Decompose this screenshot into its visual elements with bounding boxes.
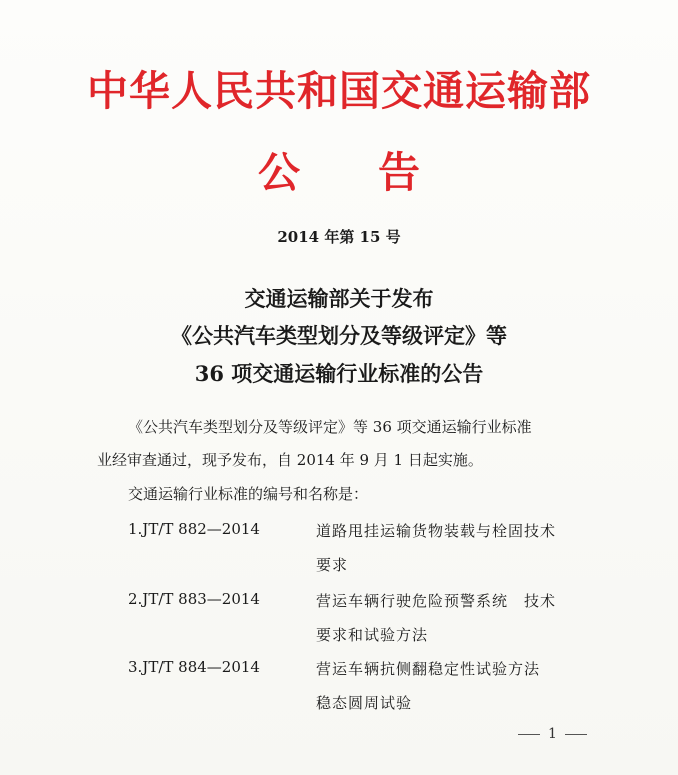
title-line-1: 交通运输部关于发布 bbox=[244, 286, 434, 311]
footer-dash-right bbox=[565, 734, 587, 735]
ministry-header: 中华人民共和国交通运输部 bbox=[87, 67, 591, 115]
document-number: 2014 年第 15 号 bbox=[277, 228, 401, 246]
footer-dash-left bbox=[518, 734, 540, 735]
page-number: 1 bbox=[548, 726, 557, 742]
standard-2-name-line-1: 营运车辆行驶危险预警系统 技术 bbox=[316, 592, 557, 610]
standard-3-name-line-2: 稳态圆周试验 bbox=[316, 694, 413, 712]
body-paragraph-2: 交通运输行业标准的编号和名称是： bbox=[128, 485, 369, 503]
body-paragraph-1-line-2: 业经审查通过，现予发布，自 2014 年 9 月 1 日起实施。 bbox=[97, 451, 483, 469]
title-line-2: 《公共汽车类型划分及等级评定》等 bbox=[171, 323, 507, 348]
standard-3-name-line-1: 营运车辆抗侧翻稳定性试验方法 bbox=[316, 660, 541, 678]
standard-1-name-line-1: 道路甩挂运输货物装载与栓固技术 bbox=[316, 522, 557, 540]
standard-1-code: 1.JT/T 882—2014 bbox=[128, 520, 260, 538]
title-line-3: 36 项交通运输行业标准的公告 bbox=[194, 361, 484, 386]
standard-2-code: 2.JT/T 883—2014 bbox=[128, 590, 260, 608]
document-type: 公告 bbox=[257, 148, 498, 197]
page-footer bbox=[510, 726, 595, 742]
standard-1-name-line-2: 要求 bbox=[316, 556, 349, 574]
standard-3-code: 3.JT/T 884—2014 bbox=[128, 658, 260, 676]
body-paragraph-1-line-1: 《公共汽车类型划分及等级评定》等 36 项交通运输行业标准 bbox=[128, 418, 532, 436]
standard-2-name-line-2: 要求和试验方法 bbox=[316, 626, 429, 644]
